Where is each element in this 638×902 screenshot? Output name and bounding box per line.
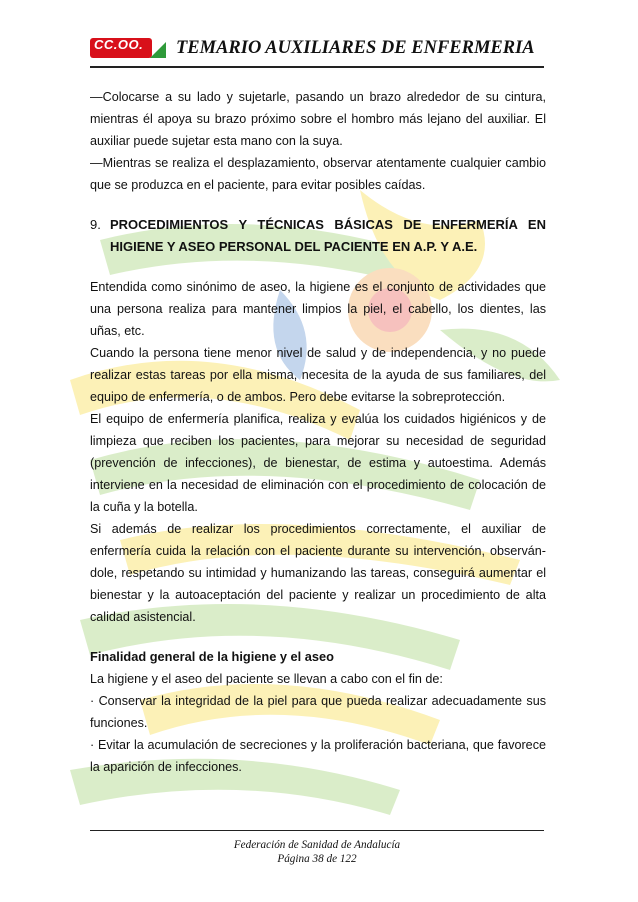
logo-text: CC.OO. <box>94 37 144 52</box>
page-header <box>90 34 544 68</box>
paragraph: La higiene y el aseo del paciente se llevan a cabo con el fin de: <box>90 672 443 686</box>
footer-organization: Federación de Sanidad de Andalucía <box>233 839 401 851</box>
header-divider <box>90 66 544 68</box>
paragraph: Si además de realizar los procedimientos correctamente, el auxiliar de enfermería cuida la relación con el paciente durante su intervención, observán-dole, respetando su intimidad y humanizando las tareas, conseguirá aumentar el bienestar y la autoaceptación del paciente y realizar un procedimiento de alta calidad asistencial. <box>90 522 546 624</box>
bullet-item: · Evitar la acumulación de secreciones y la proliferación bacteriana, que favorece la aparición de infecciones. <box>90 738 546 774</box>
page-body <box>90 86 546 778</box>
footer-divider <box>90 830 544 831</box>
paragraph: —Colocarse a su lado y sujetarle, pasando un brazo alrededor de su cintura, mientras él apoya su brazo próximo sobre el hombro más lejano del auxiliar. El auxiliar puede sujetar esta mano con la suya. <box>90 90 546 148</box>
paragraph: —Mientras se realiza el desplazamiento, observar atentamente cualquier cambio que se produzca en el paciente, para evitar posibles caídas. <box>90 156 546 192</box>
section-title: PROCEDIMIENTOS Y TÉCNICAS BÁSICAS DE ENFERMERÍA EN HIGIENE Y ASEO PERSONAL DEL PACIENTE EN A.P. Y A.E. <box>110 217 546 254</box>
paragraph: Entendida como sinónimo de aseo, la higiene es el conjunto de actividades que una persona realiza para mantener limpios la piel, el cabello, los dientes, las uñas, etc. <box>90 280 546 338</box>
page-footer <box>90 838 544 866</box>
paragraph: Cuando la persona tiene menor nivel de salud y de independencia, y no puede realizar estas tareas por ella misma, necesita de la ayuda de sus familiares, del equipo de enfermería, o de ambos. Pero debe evitarse la sobreprotección. <box>90 346 546 404</box>
section-number: 9. <box>90 217 101 232</box>
document-title: TEMARIO AUXILIARES DE ENFERMERIA <box>176 38 535 58</box>
section-heading <box>90 214 546 258</box>
subheading: Finalidad general de la higiene y el aseo <box>90 649 334 664</box>
page-number: Página 38 de 122 <box>277 853 357 865</box>
bullet-item: · Conservar la integridad de la piel para que pueda realizar adecuadamente sus funciones. <box>90 694 546 730</box>
paragraph: El equipo de enfermería planifica, realiza y evalúa los cuidados higiénicos y de limpieza que reciben los pacientes, para mejorar su necesidad de seguridad (prevención de infecciones), de bienestar, de estima y autoestima. Además interviene en la necesidad de eliminación con el procedimiento de colocación de la cuña y la botella. <box>90 412 546 514</box>
